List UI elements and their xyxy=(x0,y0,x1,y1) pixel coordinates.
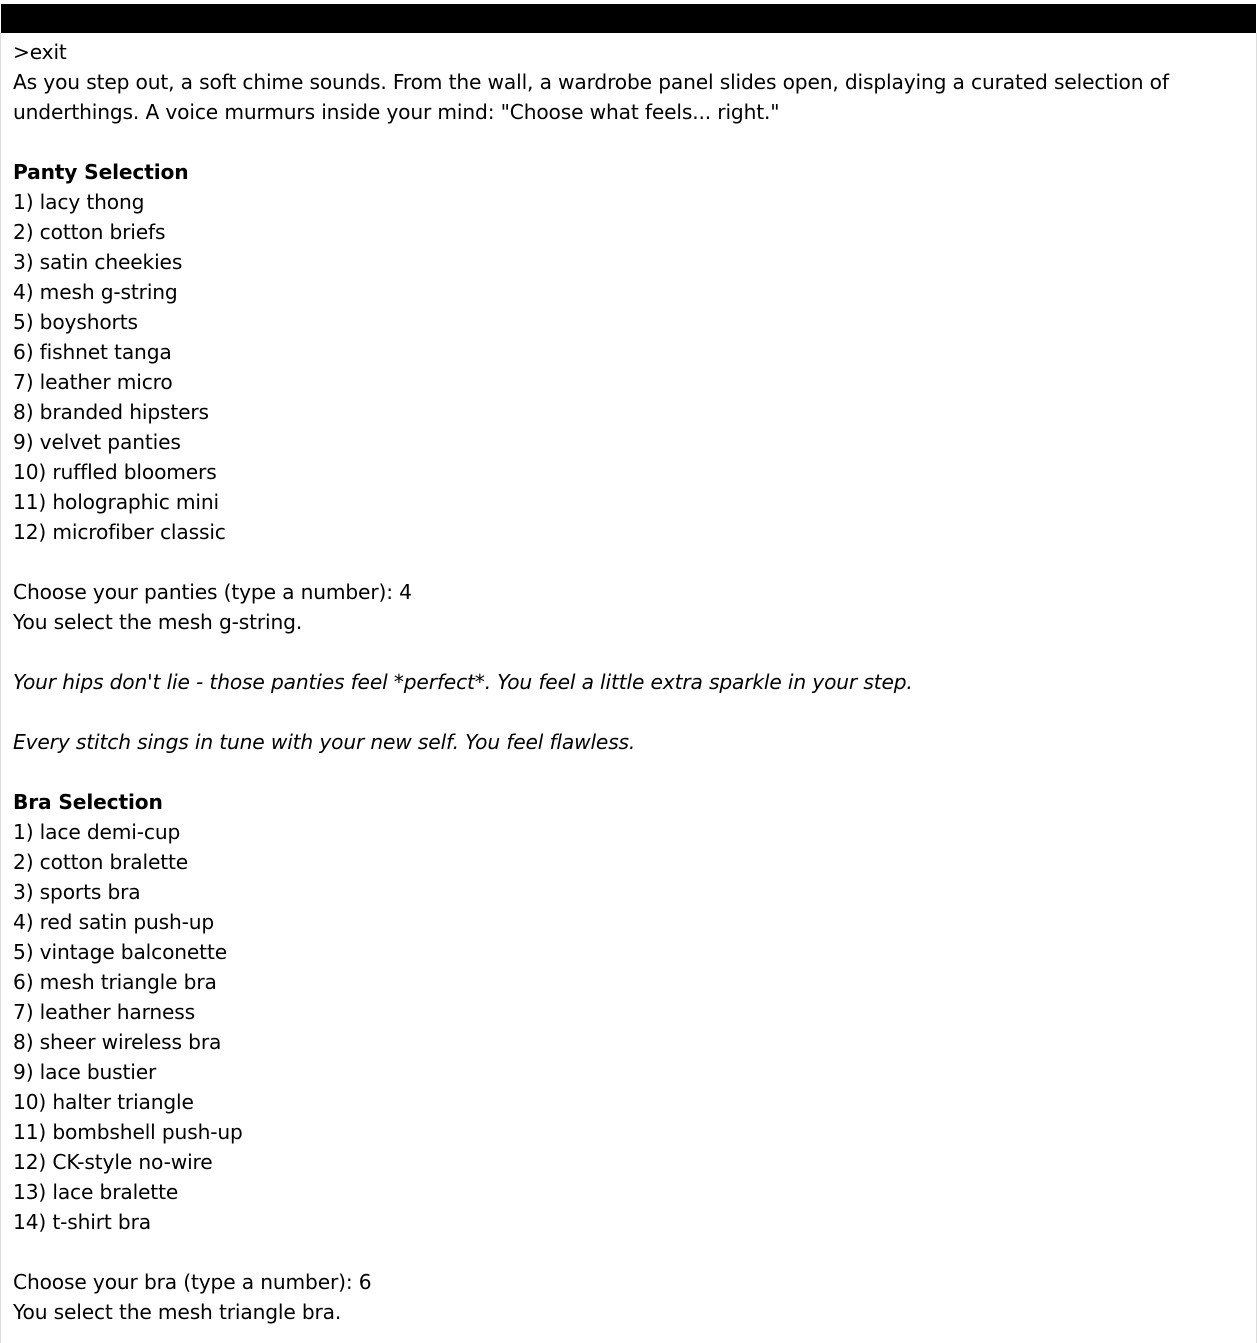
panty-option: 7) leather micro xyxy=(13,370,173,394)
panty-selection-heading: Panty Selection xyxy=(13,160,189,184)
blank-line xyxy=(13,757,1248,787)
bra-option: 4) red satin push-up xyxy=(13,910,215,934)
bra-option: 8) sheer wireless bra xyxy=(13,1030,222,1054)
panty-flavor-text-2: Every stitch sings in tune with your new self. You feel flawless. xyxy=(13,730,636,754)
panty-option: 6) fishnet tanga xyxy=(13,340,172,364)
panty-choice-prompt: Choose your panties (type a number): 4 xyxy=(13,580,412,604)
bra-option: 9) lace bustier xyxy=(13,1060,157,1084)
bra-selection-heading: Bra Selection xyxy=(13,790,163,814)
left-border xyxy=(0,33,1,1343)
bra-option: 14) t-shirt bra xyxy=(13,1210,151,1234)
panty-option: 10) ruffled bloomers xyxy=(13,460,217,484)
bra-option: 12) CK-style no-wire xyxy=(13,1150,213,1174)
game-transcript xyxy=(13,37,1248,1327)
bra-choice-result: You select the mesh triangle bra. xyxy=(13,1300,342,1324)
blank-line xyxy=(13,1237,1248,1267)
bra-option: 13) lace bralette xyxy=(13,1180,179,1204)
intro-text: As you step out, a soft chime sounds. From the wall, a wardrobe panel slides open, displaying a curated selection of underthings. A voice murmurs inside your mind: "Choose what feels... right." xyxy=(13,70,1176,124)
blank-line xyxy=(13,127,1248,157)
command-echo xyxy=(13,37,1248,67)
panty-option: 12) microfiber classic xyxy=(13,520,226,544)
bra-option: 7) leather harness xyxy=(13,1000,196,1024)
panty-option: 5) boyshorts xyxy=(13,310,138,334)
blank-line xyxy=(13,547,1248,577)
blank-line xyxy=(13,697,1248,727)
bra-option: 2) cotton bralette xyxy=(13,850,189,874)
bra-option: 5) vintage balconette xyxy=(13,940,227,964)
bra-option: 3) sports bra xyxy=(13,880,141,904)
panty-option: 4) mesh g-string xyxy=(13,280,178,304)
command-prompt-symbol: > xyxy=(13,40,30,64)
bra-option: 11) bombshell push-up xyxy=(13,1120,243,1144)
panty-option: 8) branded hipsters xyxy=(13,400,209,424)
command-text: exit xyxy=(29,40,67,64)
panty-option: 1) lacy thong xyxy=(13,190,145,214)
panty-option: 9) velvet panties xyxy=(13,430,181,454)
bra-option: 10) halter triangle xyxy=(13,1090,194,1114)
bra-choice-prompt: Choose your bra (type a number): 6 xyxy=(13,1270,372,1294)
bra-option: 1) lace demi-cup xyxy=(13,820,181,844)
panty-choice-result: You select the mesh g-string. xyxy=(13,610,303,634)
panty-option: 11) holographic mini xyxy=(13,490,219,514)
bra-option: 6) mesh triangle bra xyxy=(13,970,217,994)
panty-option: 2) cotton briefs xyxy=(13,220,166,244)
blank-line xyxy=(13,637,1248,667)
status-bar xyxy=(1,4,1256,33)
panty-option: 3) satin cheekies xyxy=(13,250,183,274)
panty-flavor-text: Your hips don't lie - those panties feel *perfect*. You feel a little extra sparkle in your step. xyxy=(13,670,913,694)
